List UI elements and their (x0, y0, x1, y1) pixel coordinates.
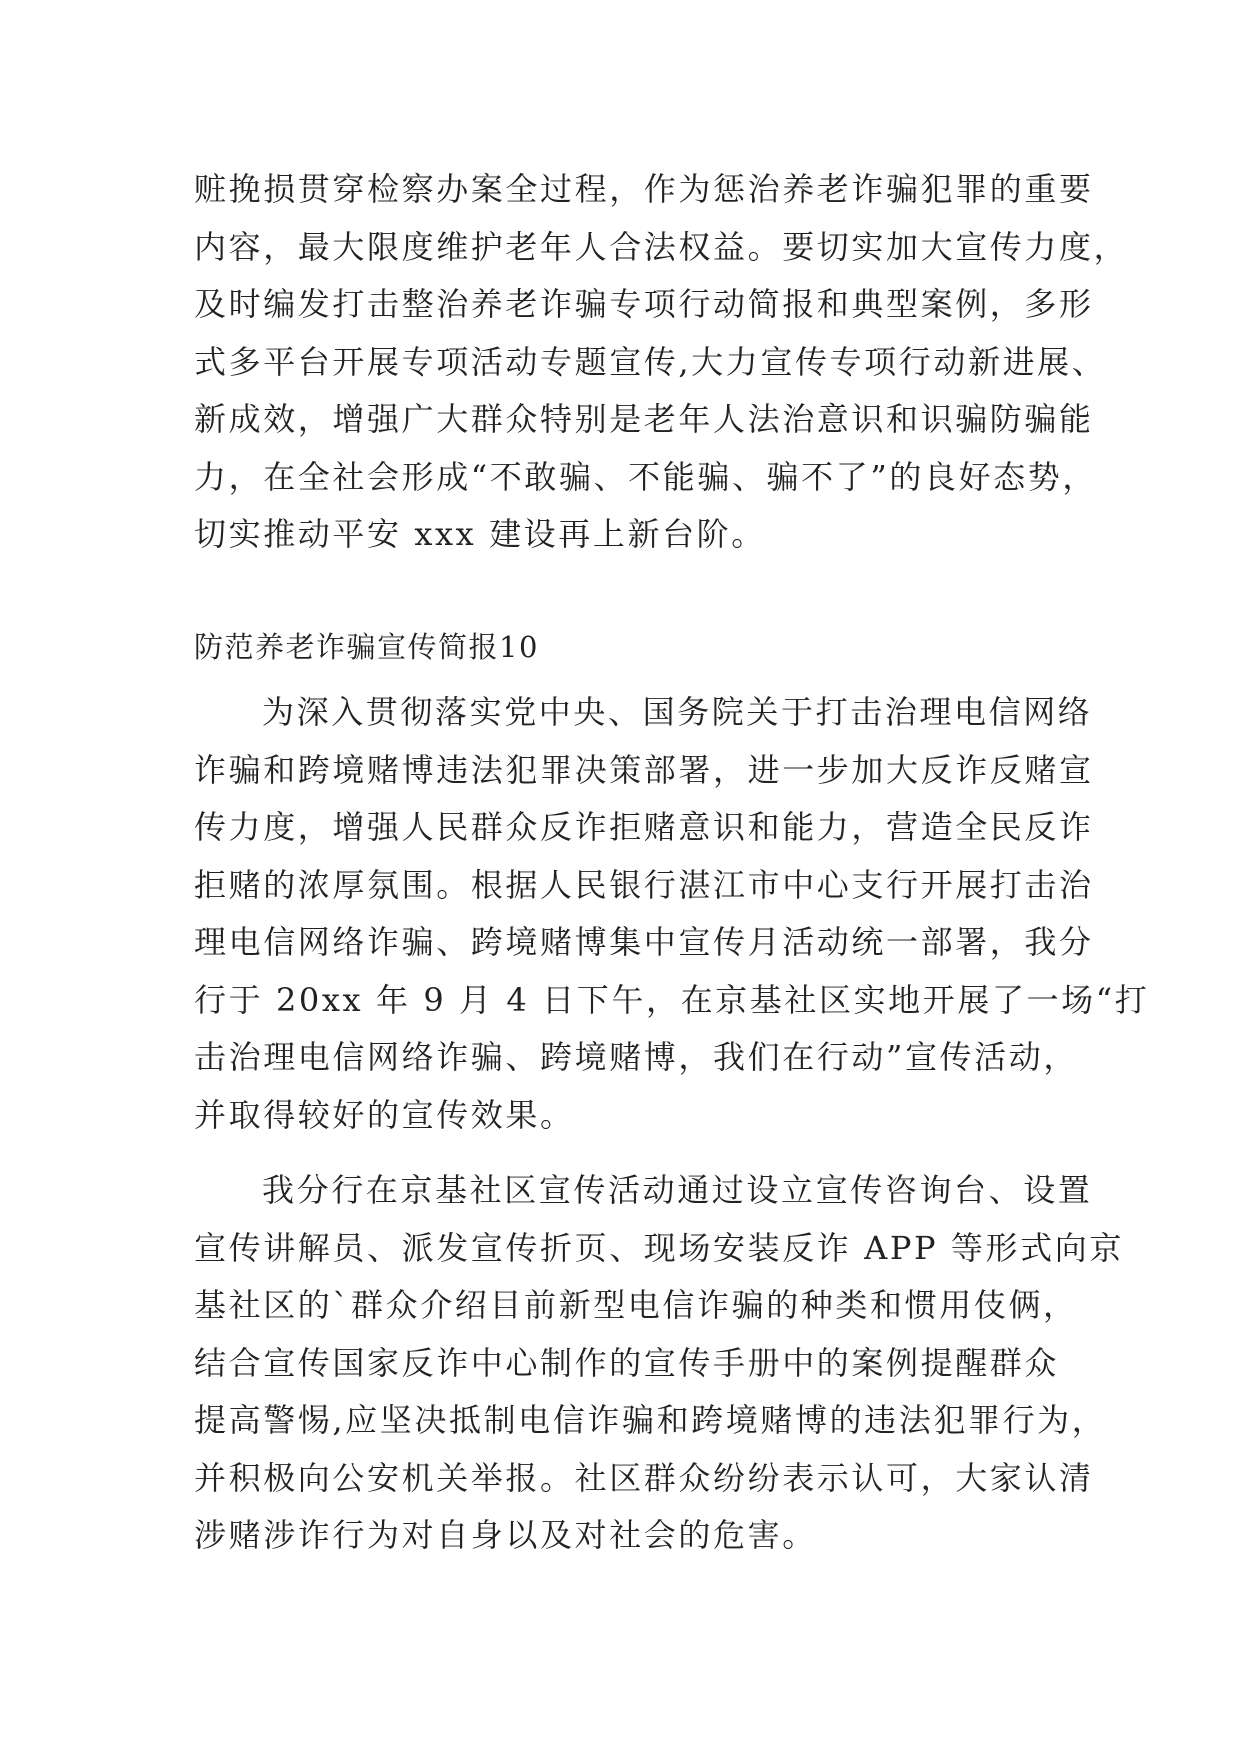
paragraph-line: 并积极向公安机关举报。社区群众纷纷表示认可，大家认清 (194, 1458, 1094, 1497)
paragraph-line: 拒赌的浓厚氛围。根据人民银行湛江市中心支行开展打击治 (194, 865, 1094, 904)
body-paragraph-2 (194, 1162, 1124, 1565)
paragraph-line: 赃挽损贯穿检察办案全过程，作为惩治养老诈骗犯罪的重要 (194, 170, 1094, 208)
paragraph-line: 行于 20xx 年 9 月 4 日下午，在京基社区实地开展了一场“打 (194, 980, 1150, 1019)
paragraph-line: 结合宣传国家反诈中心制作的宣传手册中的案例提醒群众 (194, 1343, 1060, 1382)
paragraph-line: 为深入贯彻落实党中央、国务院关于打击治理电信网络 (262, 693, 1093, 731)
body-paragraph-1 (194, 684, 1150, 1144)
paragraph-line: 传力度，增强人民群众反诈拒赌意识和能力，营造全民反诈 (194, 808, 1094, 846)
paragraph-line: 及时编发打击整治养老诈骗专项行动简报和典型案例，多形 (194, 285, 1094, 323)
intro-paragraph (194, 161, 1129, 564)
paragraph-line: 涉赌涉诈行为对自身以及对社会的危害。 (194, 1516, 817, 1554)
paragraph-line: 宣传讲解员、派发宣传折页、现场安装反诈 APP 等形式向京 (194, 1228, 1124, 1267)
paragraph-line: 提高警惕,应坚决抵制电信诈骗和跨境赌博的违法犯罪行为， (194, 1401, 1107, 1439)
paragraph-line: 理电信网络诈骗、跨境赌博集中宣传月活动统一部署，我分 (194, 923, 1094, 961)
paragraph-line: 我分行在京基社区宣传活动通过设立宣传咨询台、设置 (262, 1171, 1093, 1209)
paragraph-line: 内容，最大限度维护老年人合法权益。要切实加大宣传力度， (194, 227, 1129, 266)
paragraph-line: 切实推动平安 xxx 建设再上新台阶。 (194, 515, 766, 553)
paragraph-line: 力，在全社会形成“不敢骗、不能骗、骗不了”的良好态势， (194, 457, 1097, 496)
paragraph-line: 击治理电信网络诈骗、跨境赌博，我们在行动”宣传活动， (194, 1038, 1078, 1076)
paragraph-line: 并取得较好的宣传效果。 (194, 1095, 575, 1134)
paragraph-line: 新成效，增强广大群众特别是老年人法治意识和识骗防骗能 (194, 400, 1094, 438)
paragraph-line: 诈骗和跨境赌博违法犯罪决策部署，进一步加大反诈反赌宣 (194, 750, 1094, 789)
paragraph-line: 式多平台开展专项活动专题宣传,大力宣传专项行动新进展、 (194, 342, 1107, 381)
paragraph-line: 基社区的`群众介绍目前新型电信诈骗的种类和惯用伎俩， (194, 1286, 1078, 1324)
section-title: 防范养老诈骗宣传简报10 (194, 630, 539, 664)
